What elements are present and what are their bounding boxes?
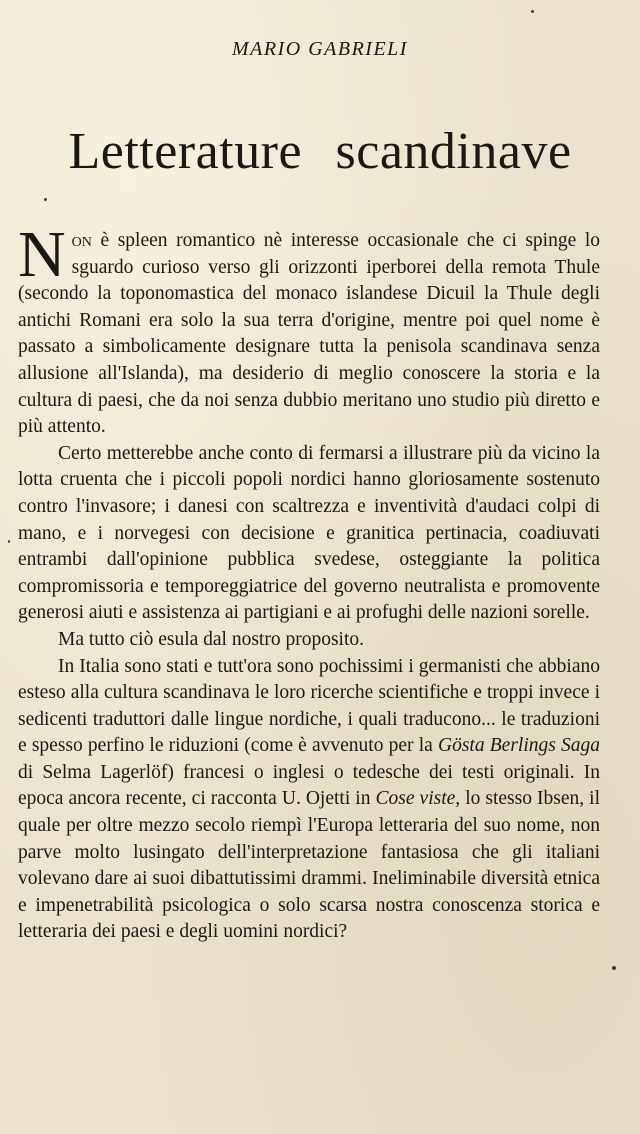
paragraph-4-text-c: lo stesso Ibsen, il quale per oltre mezzo secolo riempì l'Europa letteraria del suo nome, non parve molto lusingato dell'interpretazione fantasiosa che gli italiani volevano dare ai suoi dibattutissimi drammi. Ineliminabile diversità etnica e impenetrabilità psicologica o solo scarsa nostra conoscenza storica e letteraria dei paesi e degli uomini nordici? [18,788,600,943]
book-title-gosta-berling: Gösta Berlings Saga [437,735,601,757]
drop-cap: N [18,218,66,291]
paragraph-4-text-a: In Italia sono stati e tutt'ora sono pochissimi i germanisti che abbiano esteso alla cultura scandinava le loro ricerche scientifiche e troppi invece i sedicenti traduttori dalle lingue nordiche, i quali traducono... le traduzioni e spesso perfino le riduzioni (come è avvenuto per la [18,655,600,757]
paper-speck [8,540,10,543]
paper-speck [531,10,534,13]
paragraph-1 [18,218,600,441]
paragraph-3: Ma tutto ciò esula dal nostro proposito. [58,628,365,650]
paper-speck [44,198,47,201]
article-title: Letterature scandinave [68,123,572,180]
article-body [18,218,601,946]
paragraph-4 [18,654,600,947]
running-header-author: MARIO GABRIELI [232,38,408,60]
paper-speck [612,966,616,970]
paragraph-1-text: è spleen romantico nè interesse occasionale che ci spinge lo sguardo curioso verso gli orizzonti iperborei della remota Thule (secondo la toponomastica del monaco islandese Dicuil la Thule degli antichi Romani era solo la sua terra d'origine, mentre poi quel nome è passato a simbolicamente designare tutta la penisola scandinava senza allusione all'Islanda), ma desiderio di meglio conoscere la storia e la cultura di paesi, che da noi senza dubbio meritano uno studio più diretto e più attento. [18,230,600,438]
small-caps-lead: on [71,230,92,251]
paragraph-2: Certo metterebbe anche conto di fermarsi a illustrare più da vicino la lotta cruenta che i piccoli popoli nordici hanno gloriosamente sostenuto contro l'invasore; i danesi con scaltrezza e inventività d'audaci colpi di mano, e i norvegesi con decisione e granitica pertinacia, coadiuvati entrambi dall'opinione pubblica svedese, osteggiante la politica compromissoria e temporeggiatrice del governo neutralista e promovente generosi aiuti e assistenza ai partigiani e ai profughi delle nazioni sorelle. [18,442,600,624]
paragraph-4-text-b: di Selma Lagerlöf) francesi o inglesi o tedesche dei testi originali. In epoca ancora recente, ci racconta U. Ojetti in [18,761,600,810]
book-title-cose-viste: Cose viste, [375,788,461,810]
